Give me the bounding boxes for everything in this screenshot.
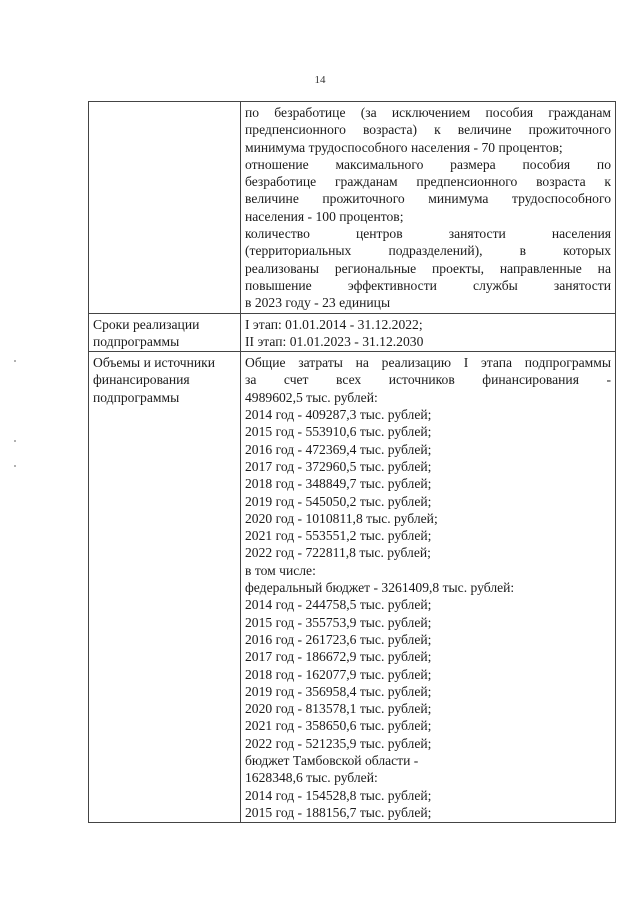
content-line: II этап: 01.01.2023 - 31.12.2030 [245, 333, 424, 349]
content-line: в том числе: [245, 562, 316, 578]
content-line: реализованы региональные проекты, направленные на [245, 260, 611, 276]
content-line: бюджет Тамбовской области - [245, 752, 419, 768]
content-line: 2014 год - 244758,5 тыс. рублей; [245, 597, 432, 613]
content-line: повышение эффективности службы занятости [245, 277, 611, 293]
content-line: в 2023 году - 23 единицы [245, 295, 391, 311]
content-line: количество центров занятости населения [245, 226, 611, 242]
content-line: (территориальных подразделений), в которых [245, 243, 611, 259]
content-line: 2018 год - 162077,9 тыс. рублей; [245, 666, 432, 682]
row-label: Объемы и источники финансирования подпрограммы [93, 355, 216, 405]
table-row [89, 102, 616, 314]
content-line: 2016 год - 261723,6 тыс. рублей; [245, 631, 432, 647]
content-line: 2017 год - 186672,9 тыс. рублей; [245, 649, 432, 665]
content-line: 2019 год - 356958,4 тыс. рублей; [245, 683, 432, 699]
content-line: величине прожиточного минимума трудоспособного [245, 191, 611, 207]
row-label: Сроки реализации подпрограммы [93, 316, 200, 349]
content-line: 2015 год - 188156,7 тыс. рублей; [245, 804, 432, 820]
row-label-cell [89, 352, 241, 823]
content-line: 2014 год - 409287,3 тыс. рублей; [245, 407, 432, 423]
content-line: по безработице (за исключением пособия гражданам [245, 105, 611, 120]
content-line: предпенсионного возраста) к величине прожиточного [245, 122, 611, 138]
page-number: 14 [314, 74, 326, 86]
content-line: 2014 год - 154528,8 тыс. рублей; [245, 787, 432, 803]
row-label-cell [89, 102, 241, 314]
content-line: безработице гражданам предпенсионного возраста к [245, 174, 611, 190]
content-line: населения - 100 процентов; [245, 208, 404, 224]
content-line: за счет всех источников финансирования - [245, 372, 611, 388]
content-line: 2021 год - 358650,6 тыс. рублей; [245, 718, 432, 734]
content-line: 2022 год - 722811,8 тыс. рублей; [245, 545, 431, 561]
content-line: 2018 год - 348849,7 тыс. рублей; [245, 476, 432, 492]
scan-speck [14, 440, 16, 442]
content-line: I этап: 01.01.2014 - 31.12.2022; [245, 316, 423, 332]
content-line: федеральный бюджет - 3261409,8 тыс. рублей: [245, 580, 515, 596]
content-line: минимума трудоспособного населения - 70 процентов; [245, 139, 563, 155]
content-line: 2015 год - 553910,6 тыс. рублей; [245, 424, 432, 440]
content-line: 2019 год - 545050,2 тыс. рублей; [245, 493, 432, 509]
content-line: 2022 год - 521235,9 тыс. рублей; [245, 735, 432, 751]
content-line: 2015 год - 355753,9 тыс. рублей; [245, 614, 432, 630]
row-label-cell [89, 313, 241, 352]
scan-speck [14, 465, 16, 467]
content-line: отношение максимального размера пособия по [245, 156, 611, 172]
row-content-cell [241, 352, 616, 823]
subprogram-passport-table [88, 101, 616, 823]
scan-speck [14, 360, 16, 362]
content-line: Общие затраты на реализацию I этапа подпрограммы [245, 355, 611, 371]
table-row [89, 313, 616, 352]
content-line: 2016 год - 472369,4 тыс. рублей; [245, 441, 432, 457]
content-line: 2017 год - 372960,5 тыс. рублей; [245, 458, 432, 474]
row-content-cell [241, 102, 616, 314]
row-content-cell [241, 313, 616, 352]
content-line: 4989602,5 тыс. рублей: [245, 389, 378, 405]
content-line: 1628348,6 тыс. рублей: [245, 770, 378, 786]
content-line: 2020 год - 1010811,8 тыс. рублей; [245, 510, 438, 526]
table-row [89, 352, 616, 823]
content-line: 2020 год - 813578,1 тыс. рублей; [245, 701, 432, 717]
content-line: 2021 год - 553551,2 тыс. рублей; [245, 528, 432, 544]
